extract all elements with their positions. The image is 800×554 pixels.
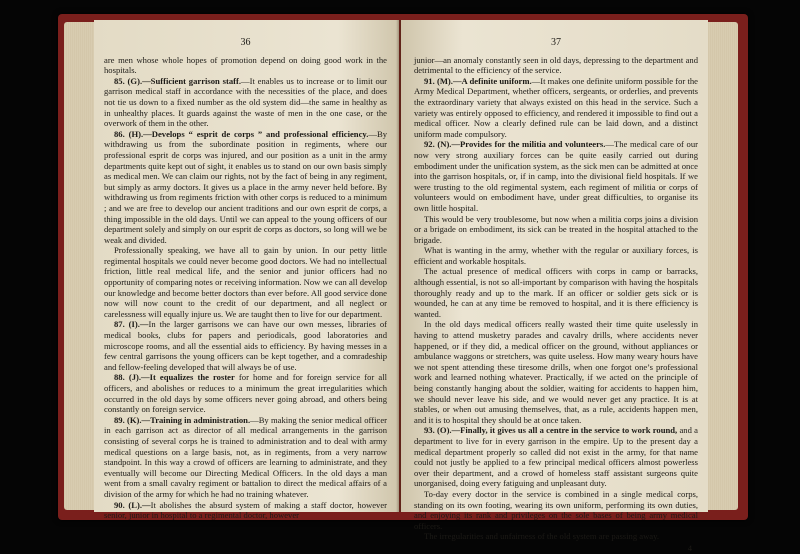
paragraph [414,245,698,266]
paragraph-text: for home and for foreign service for all officers, and abolishes or reduces to a minimum the great irregularities which occurred in the old days by some officers never going abroad, and others being constantly on foreign service. [104,372,387,415]
paragraph [414,531,698,542]
paragraph-text: It abolishes the absurd system of making a staff doctor, however senior, junior in hospital to a regimental doctor, however [104,499,387,521]
right-page [401,20,708,553]
page-edges-right [704,22,738,510]
section-heading: 87. (I).— [114,319,149,330]
section-heading: 86. (H).—Develops “ esprit de corps ” and professional efficiency. [114,128,369,139]
paragraph-text: In the old days medical officers really wasted their time quite uselessly in having to attend musketry parades and cavalry drills, where accidents never happened, or if they did, a medical officer on the ground, without appliances or ambulance waggons or stretchers, was quite useless. How many weary hours have we not spent attending these tiresome drills, when one forgot one’s professional work and learned nothing whatever. Practically, if we acted on the principle of being constantly hanging about the soldier, waiting for accidents to happen him, we should never leave his side, and we would never get any practice. It is at stables, or when out amusing themselves, that, as a rule, accidents happen men, and it is to hospital they should be at once taken. [414,319,698,425]
page-edges-left [64,22,98,510]
section-heading: 92. (N).—Provides for the militia and volunteers. [424,139,606,150]
paragraph-text: —It makes one definite uniform possible for the Army Medical Department, whether officers, sergeants, or orderlies, and prevents the extraordinary variety that always existed on this head in the service. Such a variety was entirely opposed to efficiency, and rendered it impossible to find out a medical officer. Now a clearly defined rule can be laid down, and a distinct uniform made compulsory. [414,75,698,139]
paragraph [104,319,387,372]
paragraph-text: and a department to live for in every garrison in the empire. Up to the present day a medical department properly so called did not exist in the army, for that name could not justly be applied to a few principal medical officers almost powerless over their department, and a crowd of homeless staff assistant surgeons quite unorganised, doing every fatiguing and unpleasant duty. [414,425,698,489]
signature-mark: 4 [687,542,692,553]
paragraph [414,55,698,76]
page-number: 37 [551,37,561,48]
paragraph-text: —The medical care of our now very strong auxiliary forces can be quite easily carried out during embodiment under the unification system, as the sick men can be admitted at once into the garrison hospitals, or, if in camp, into the divisional field hospitals. If we were trusting to the old regimental system, each regiment of militia or corps of volunteers would on embodiment have, under great difficulties, to organise its own little hospital. [414,139,699,213]
paragraph-text: —By withdrawing us from the subordinate position in regiments, where our professional esprit de corps was injured, and our position as a unit in the army departments quite kept out of sight, it enables us to stand on our own basis simply as medical men. We can claim our rights, not by the fact of being in any regiment, but simply as army doctors. It gives us a place in the army never held before. By withdrawing us from regiments friction with other corps is reduced to a minimum ; and we are free to develop our ancient traditions and our own esprit de corps, a thing impossible in the old days. Until we can appeal to the young officers of our department solely and simply on our esprit de corps as doctors, so long will we be weak and divided. [104,128,387,245]
paragraph [104,500,387,521]
paragraph-text: In the larger garrisons we can have our own messes, libraries of medical books, clubs for papers and periodicals, good laboratories and microscope rooms, and all the essential aids to efficiency. By having messes in a few central garrisons the young officers can be kept together, and a comradeship and fellow-feeling developed that will always be of use. [104,319,387,372]
paragraph-text: junior—an anomaly constantly seen in old days, depressing to the department and detrimental to the efficiency of the service. [414,54,698,76]
paragraph-text: —It enables us to increase or to limit our garrison medical staff in accordance with the necessities of the place, and does not tie us down to a fixed number as the old system did—the same in healthy as in unhealthy places. It guards against the waste of men in the one case, or the overwork of them in the other. [104,75,387,129]
paragraph [104,415,387,500]
section-heading: 88. (J).—It equalizes the roster [114,372,235,383]
paragraph-text: To-day every doctor in the service is combined in a single medical corps, standing on its own footing, wearing its own uniform, performing its own duties, and enjoying its rank and privileges on the sole bases of being army medical officers. [414,488,698,531]
paragraph-text: Professionally speaking, we have all to gain by union. In our petty little regimental hospitals we could never become good doctors. We had no intellectual friction, little real medical life, and the senior and junior officers had no opportunity of comparing notes or receiving information. Now we can all develop our knowledge and become better doctors than ever before. All good service done now will now count to the credit of our department, and all neglect or carelessness will equally injure us. We are taught then to live for our department. [104,245,387,319]
section-heading: 93. (O).—Finally, it gives us all a centre in the service to work round, [424,425,678,436]
paragraph [104,76,387,129]
paragraph-text: The actual presence of medical officers with corps in camp or barracks, although essential, is not so all-important by comparison with having the hospitals thoroughly ready and up to the mark. If an officer or soldier gets sick or is wounded, he can at any time be removed to hospital, and it is there efficiency is wanted. [414,266,698,319]
section-heading: 91. (M).—A definite uniform. [424,75,532,86]
paragraph [414,76,698,140]
paragraph [104,245,387,319]
left-page-body [104,55,387,521]
paragraph-text: The irregularities and unfairness of the old system are passing away. [424,531,659,542]
section-heading: 90. (L).— [114,499,151,510]
paragraph [414,139,698,213]
left-page [94,20,399,521]
paragraph [104,55,387,76]
paragraph [414,266,698,319]
section-heading: 89. (K).—Training in administration. [114,414,251,425]
paragraph-text: What is wanting in the army, whether with the regular or auxiliary forces, is efficient and workable hospitals. [414,245,698,266]
paragraph-text: This would be very troublesome, but now when a militia corps joins a division or a brigade on embodiment, its sick can be treated in the hospital attached to the brigade. [414,213,698,245]
paragraph [414,425,698,489]
paragraph [104,372,387,414]
paragraph [414,214,698,246]
paragraph [104,129,387,246]
paragraph-text: are men whose whole hopes of promotion depend on doing good work in the hospitals. [104,54,387,76]
section-heading: 85. (G).—Sufficient garrison staff. [114,75,242,86]
paragraph [414,489,698,531]
paragraph [414,319,698,425]
right-page-body [414,55,698,542]
paragraph-text: —By making the senior medical officer in each garrison act as director of all medical arrangements in the garrison consisting of several corps he is trained to administration and to deal with army medical questions on a large basis, not, as in regiments, from a very narrow standpoint. In this way a crowd of officers are learning to administrate, and they eventually will become our Directing Medical Officers. In the old days a man went from a small cavalry regiment or battalion to direct the medical affairs of a division of the army for which he had no training whatever. [104,414,387,499]
page-number: 36 [240,37,251,48]
